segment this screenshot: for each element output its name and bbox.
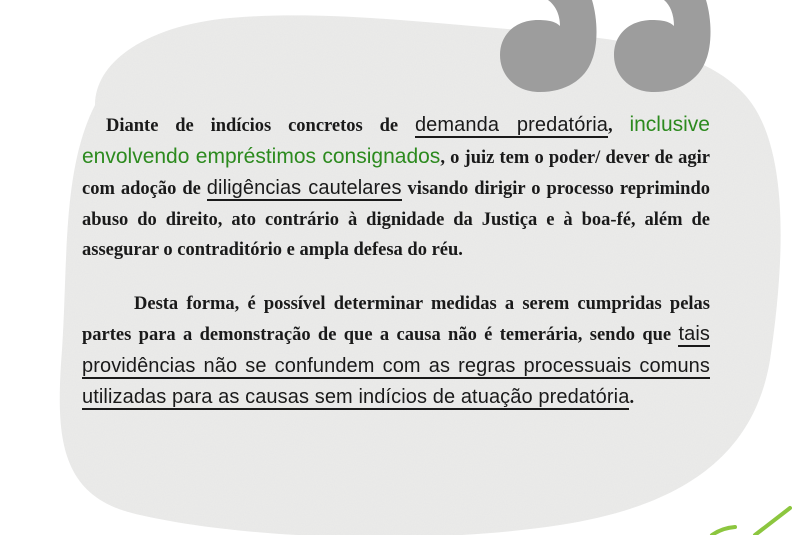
p1-end: visando dirigir o processo reprimindo abuso do direito, ato contrário à dignidade da Justiça e à boa-fé, além de assegurar o contraditório e ampla defesa do réu.	[82, 179, 711, 260]
green-accent-strokes	[712, 508, 790, 535]
paragraph-1	[82, 110, 710, 266]
underlined-diligencias-cautelares: diligências cautelares	[206, 177, 402, 199]
text-content	[82, 110, 710, 414]
p2-period: .	[629, 388, 635, 408]
p1-intro: Diante de indícios concretos de	[106, 116, 415, 136]
underlined-tais-providencias: tais providências não se confundem com as regras processuais comuns utilizadas para as causas sem indícios de atuação predatória	[82, 323, 710, 408]
paragraph-2	[82, 289, 710, 414]
p2-intro: Desta forma, é possível determinar medidas a serem cumpridas pelas partes para a demonstração de que a causa não é temerária, sendo que	[82, 293, 710, 345]
p1-middle: , o juiz tem o poder/ dever de agir com adoção de	[82, 147, 710, 199]
green-highlight-consignados: inclusive envolvendo empréstimos consignados	[82, 113, 710, 168]
p1-comma: ,	[607, 116, 630, 136]
underlined-demanda-predatoria: demanda predatória	[414, 114, 608, 136]
